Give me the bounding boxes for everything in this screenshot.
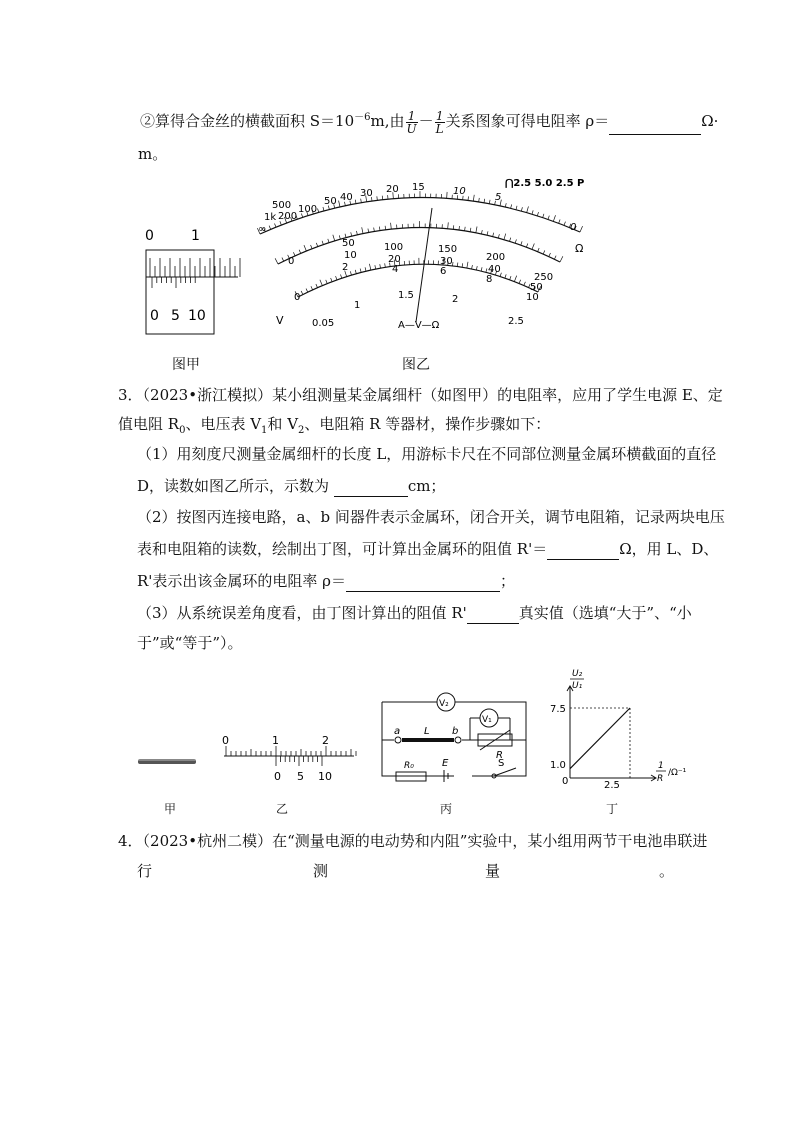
dc2-30: 30 [440,256,453,267]
answer-blank-resistivity[interactable] [346,575,500,592]
ac-2: 2 [452,294,459,305]
v-ac-symbol: V [276,314,284,327]
caliper-v-0: 0 [274,770,281,783]
answer-blank-diameter[interactable] [334,480,408,497]
q3-header: 3．（2023•浙江模拟）某小组测量某金属细杆（如图甲）的电阻率，应用了学生电源 E、定 [118,386,723,404]
q3-part2-line3: R'表示出该金属环的电阻率 ρ＝ ； [137,572,516,590]
unit-m: m。 [138,145,168,163]
y-tick-10: 1.0 [550,760,566,771]
dcv-50: 50 [342,238,355,249]
figure-q3-yi-caliper [218,730,358,784]
caption-q3-jia: 甲 [164,802,177,816]
graph-axes [567,686,656,781]
ohm-1k: 1k [264,212,277,223]
ac-25: 2.5 [508,316,524,327]
caption-yi: 图乙 [402,357,430,373]
q3-part2-line1: （2）按图丙连接电路，a、b 间器件表示金属环，闭合开关，调节电阻箱，记录两块电压 [137,508,725,526]
xlabel-denominator: R [657,774,664,784]
x-tick-25: 2.5 [604,780,620,788]
xlabel-unit: /Ω⁻¹ [668,768,687,778]
caliper-main-1: 1 [272,734,279,747]
origin: 0 [562,776,569,787]
q4-line1: 4．（2023•杭州二模）在“测量电源的电动势和内阻”实验中，某小组用两节干电池串联进 [118,832,708,850]
main-label-1: 1 [191,228,200,244]
figure-q3-jia-rod [136,756,200,768]
dcv-150: 150 [438,244,458,255]
answer-blank-resistance[interactable] [547,543,619,560]
q3-header2: 值电阻 $R_0$、电压表 $V_1$和 $V_2$、电阻箱 R 等器材，操作步骤如下： [118,415,551,436]
node-b: b [452,726,459,737]
ylabel-numerator: U₂ [572,669,583,679]
ac-005: 0.05 [312,318,335,329]
low-2: 2 [342,262,349,273]
ohm-symbol: Ω [575,242,584,255]
label-S: S [498,758,505,769]
dc2-40: 40 [488,264,501,275]
ac-0: 0 [294,292,301,303]
range-marks: ⋂2.5 5.0 2.5 P [505,178,585,189]
node-a: a [394,726,401,737]
figure-q3-ding-graph [540,664,700,788]
meter-v1: V₁ [482,715,492,725]
q2-text: 算得合金丝的横截面积 S＝10 [155,112,355,130]
answer-blank-rho[interactable] [609,118,701,135]
dcv-0: 0 [288,256,295,267]
q3-part1-line2: D，读数如图乙所示，示数为 cm； [137,477,446,495]
dc2-50: 50 [530,282,543,293]
minus: － [418,112,434,130]
ohm-0: 0 [570,222,577,233]
ohm-200: 200 [278,211,298,222]
ohm-100: 100 [298,204,318,215]
q3-part1-line1: （1）用刻度尺测量金属细杆的长度 L，用游标卡尺在不同部位测量金属环横截面的直径 [137,445,717,463]
label-R: R [496,750,503,761]
figure-q3-bing-circuit [378,690,530,786]
low-6: 6 [440,266,447,277]
vernier-label-0: 0 [150,308,159,324]
caliper-main-0: 0 [222,734,229,747]
xlabel-numerator: 1 [658,761,664,771]
label-L: L [424,726,430,737]
caption-q3-ding: 丁 [606,802,619,816]
graph-plot [570,708,630,778]
q2-text2: m,由 [370,112,405,130]
ylabel-denominator: U₁ [572,681,583,691]
label-E: E [442,758,449,769]
ohm-40: 40 [340,192,353,203]
q3-part3-line1: （3）从系统误差角度看，由丁图计算出的阻值 R' 真实值（选填“大于”、“小 [137,604,692,622]
q2-part2-line1 [140,107,718,135]
ohm-5: 5 [495,192,502,203]
avo-text: A—V—Ω [398,320,440,331]
q2-part2-line2 [138,143,167,165]
low-10: 10 [526,292,539,303]
q3-part3-line2: 于”或“等于”）。 [137,634,243,652]
label-R0: R₀ [404,761,414,771]
caption-q3-bing: 丙 [440,802,453,816]
figure-yi-multimeter [250,172,600,342]
q2-text3: 关系图象可得电阻率 ρ＝ [445,112,610,130]
main-label-0: 0 [145,228,154,244]
meter-v2: V₂ [439,699,449,709]
dc2-20: 20 [388,254,401,265]
circle-number: ② [140,112,156,130]
ohm-20: 20 [386,184,399,195]
dcv-250: 250 [534,272,554,283]
ohm-50: 50 [324,196,337,207]
fraction-1-over-L: $\frac{1}{L}$ [435,108,444,136]
ohm-inf: ∞ [258,224,267,235]
y-tick-75: 7.5 [550,704,566,715]
dc2-10: 10 [344,250,357,261]
low-4: 4 [392,264,399,275]
caption-q3-yi: 乙 [276,802,289,816]
fraction-1-over-U: $\frac{1}{U}$ [406,108,417,136]
ohm-30: 30 [360,188,373,199]
q3-part2-line2: 表和电阻箱的读数，绘制出丁图，可计算出金属环的阻值 R'＝ Ω，用 L、D、 [137,540,719,558]
unit: Ω· [701,112,719,130]
figure-jia-micrometer [138,222,248,340]
dcv-200: 200 [486,252,506,263]
micrometer-ticks [150,258,240,288]
ac-15: 1.5 [398,290,414,301]
vernier-label-5: 5 [171,308,180,324]
answer-blank-compare[interactable] [467,607,519,624]
vernier-label-10: 10 [188,308,206,324]
exponent: －6 [354,112,371,123]
caliper-v-10: 10 [318,770,332,783]
caption-jia: 图甲 [172,357,200,373]
caliper-v-5: 5 [297,770,304,783]
low-8: 8 [486,274,493,285]
ohm-10: 10 [453,186,466,197]
caliper-main-2: 2 [322,734,329,747]
ohm-500: 500 [272,200,292,211]
dcv-100: 100 [384,242,404,253]
ac-1: 1 [354,300,361,311]
ohm-15: 15 [412,182,425,193]
